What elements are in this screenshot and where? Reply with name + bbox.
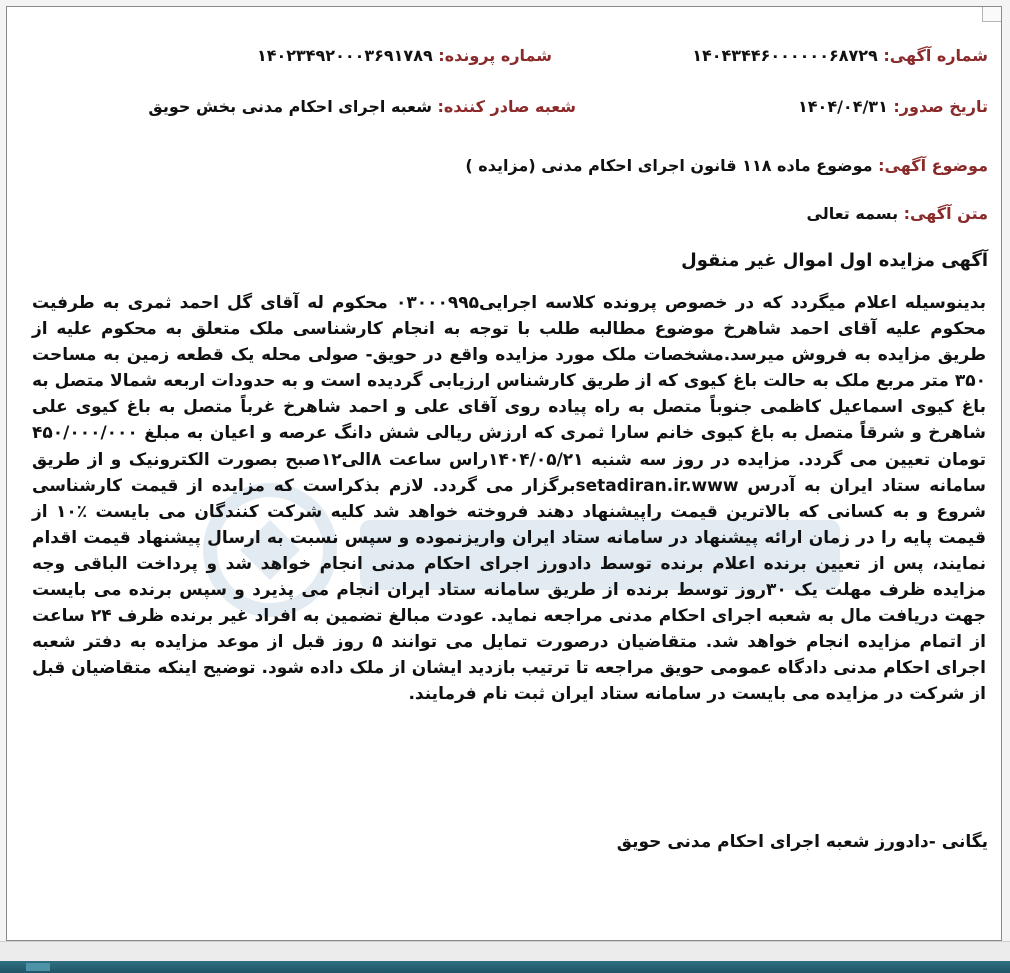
issuer-row [148,97,576,116]
text-label: متن آگهی: [903,204,988,223]
subject-label: موضوع آگهی: [878,156,988,175]
issue-date-label: تاریخ صدور: [893,97,988,116]
ad-number-label: شماره آگهی: [883,46,988,65]
notice-url: setadiran.ir.www [575,475,739,496]
issuer-value: شعبه اجرای احکام مدنی بخش حویق [148,97,432,116]
taskbar [0,961,1010,973]
bottom-strip [0,941,1010,962]
notice-body-part1: بدینوسیله اعلام میگردد که در خصوص پرونده کلاسه اجرایی۰۳۰۰۰۹۹۵ محکوم له آقای گل احمد ثمری به طرفیت محکوم علیه آقای احمد شاهرخ موضوع مطالبه طلب با توجه به انجام کارشناسی ملک متعلق به محکوم علیه از طریق مزایده به فروش میرسد.مشخصات ملک مورد مزایده واقع در حویق- صولی محله یک قطعه زمین به مساحت ۳۵۰ متر مربع ملک به حالت باغ کیوی که از طریق کارشناس ارزیابی گردیده است و به حدودات اربعه شمالا متصل به باغ کیوی اسماعیل کاظمی جنوباً متصل به راه پیاده روی آقای علی و احمد شاهرخ غرباً متصل به باغ کیوی علی شاهرخ و شرقاً متصل به باغ کیوی خانم سارا ثمری که ارزش ریالی شش دانگ عرصه و اعیان به مبلغ ۴۵۰/۰۰۰/۰۰۰ تومان تعیین می گردد. مزایده در روز سه شنبه ۱۴۰۴/۰۵/۲۱راس ساعت ۸الی۱۲صبح بصورت الکترونیک و از طریق سامانه ستاد ایران به آدرس [32,293,986,496]
file-number-value: ۱۴۰۲۳۴۹۲۰۰۰۳۶۹۱۷۸۹ [256,46,433,65]
text-row [807,204,988,223]
notice-heading: آگهی مزایده اول اموال غیر منقول [681,250,988,271]
subject-row [465,156,988,175]
issuer-label: شعبه صادر کننده: [437,97,576,116]
issue-date-row [798,97,988,116]
file-number-row [257,46,552,65]
file-number-label: شماره پرونده: [438,46,552,65]
notice-signature: یگانی -دادورز شعبه اجرای احکام مدنی حویق [616,832,988,852]
taskbar-segment [26,963,50,971]
notice-body-part2: برگزار می گردد. لازم بذکراست که مزایده از قیمت کارشناسی شروع و به کسانی که بالاترین قیمت راپیشنهاد دهند فروخته خواهد شد کلیه شرکت کنندگان می بایست ٪۱۰ از قیمت پایه را در زمان ارائه پیشنهاد در سامانه ستاد ایران واریزنموده و سپس نسبت به ارسال پیشنهاد قیمت اقدام نمایند، پس از تعیین برنده اعلام برنده توسط دادورز اجرای احکام مدنی انجام خواهد شد و پرداخت الباقی وجه مزایده ظرف مهلت یک ۳۰روز توسط برنده از طریق سامانه ستاد ایران انجام می پذیرد و سپس برنده می بایست جهت دریافت مال به شعبه اجرای احکام مدنی مراجعه نماید. عودت مبالغ تضمین به افراد غیر برنده ظرف ۲۴ ساعت از اتمام مزایده انجام خواهد شد. متقاضیان درصورت تمایل می توانند ۵ روز قبل از موعد مزایده به دفتر شعبه اجرای احکام مدنی دادگاه عمومی حویق مراجعه تا ترتیب بازدید ایشان از ملک داده شود. توضیح اینکه متقاضیان قبل از شرکت در مزایده می بایست در سامانه ستاد ایران ثبت نام فرمایند. [32,475,986,705]
text-value: بسمه تعالی [806,204,899,223]
issue-date-value: ۱۴۰۴/۰۴/۳۱ [798,97,888,116]
ad-number-row [692,46,988,65]
corner-marker [982,7,1001,22]
subject-value: موضوع ماده ۱۱۸ قانون اجرای احکام مدنی (مزایده ) [465,156,873,175]
ad-number-value: ۱۴۰۴۳۴۴۶۰۰۰۰۰۰۶۸۷۲۹ [692,46,878,65]
notice-body [32,290,986,708]
